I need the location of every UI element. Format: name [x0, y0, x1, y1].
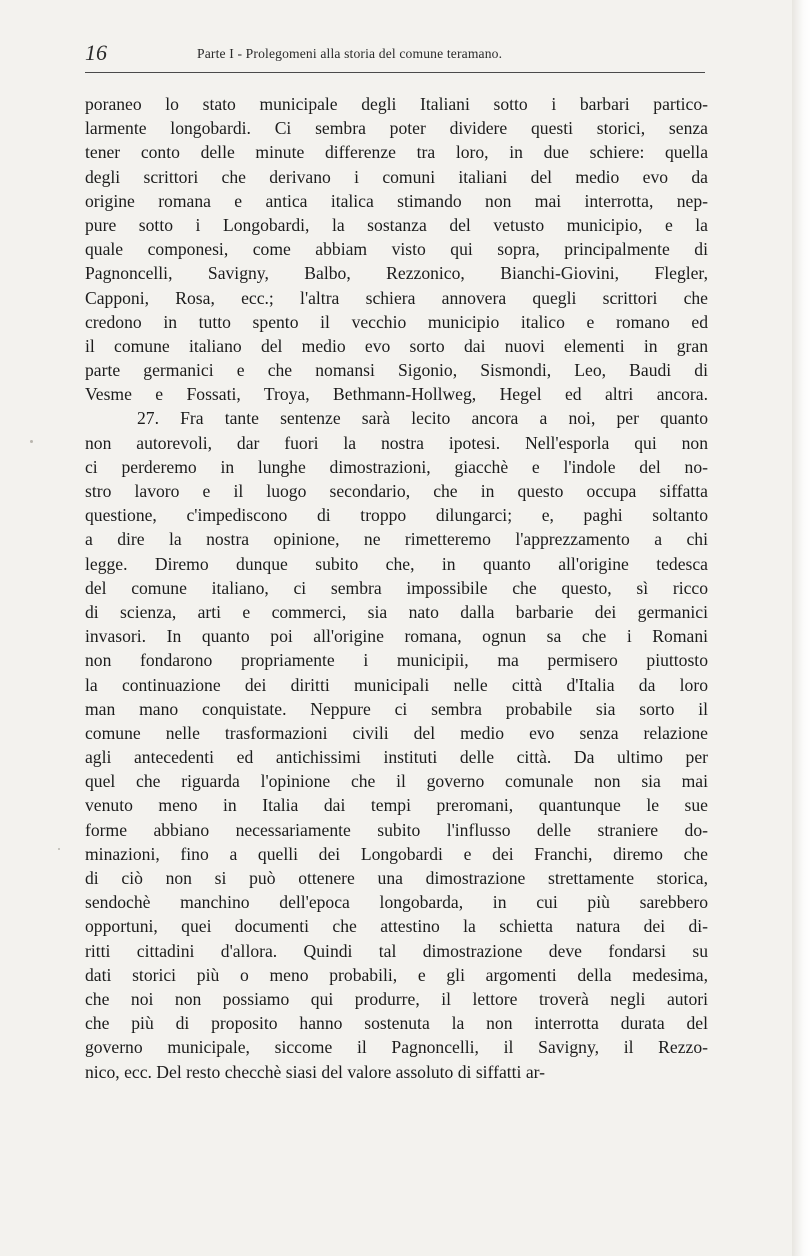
text-line: governo municipale, siccome il Pagnoncelli, il Savigny, il Rezzo- — [85, 1037, 708, 1058]
text-line: non fondarono propriamente i municipii, ma permisero piuttosto — [85, 650, 708, 671]
text-line: venuto meno in Italia dai tempi preromani, quantunque le sue — [85, 795, 708, 816]
text-line: Pagnoncelli, Savigny, Balbo, Rezzonico, Bianchi-Giovini, Flegler, — [85, 263, 708, 284]
text-line: origine romana e antica italica stimando non mai interrotta, nep- — [85, 190, 708, 211]
running-head — [85, 40, 705, 70]
text-line: non autorevoli, dar fuori la nostra ipotesi. Nell'esporla qui non — [85, 432, 708, 453]
text-line: minazioni, fino a quelli dei Longobardi e dei Franchi, diremo che — [85, 843, 708, 864]
text-line: che noi non possiamo qui produrre, il lettore troverà negli autori — [85, 988, 708, 1009]
text-line: agli antecedenti ed antichissimi instituti delle città. Da ultimo per — [85, 747, 708, 768]
text-line: nico, ecc. Del resto checchè siasi del valore assoluto di siffatti ar- — [85, 1061, 546, 1082]
text-line: opportuni, quei documenti che attestino la schietta natura dei di- — [85, 916, 708, 937]
text-line: il comune italiano del medio evo sorto dai nuovi elementi in gran — [85, 335, 708, 356]
running-head-title: Parte I - Prolegomeni alla storia del comune teramano. — [197, 46, 503, 61]
text-line: a dire la nostra opinione, ne rimetteremo l'apprezzamento a chi — [85, 529, 708, 550]
header-rule — [85, 72, 705, 73]
text-line: che più di proposito hanno sostenuta la non interrotta durata del — [85, 1013, 708, 1034]
page-number: 16 — [85, 40, 107, 65]
text-line: credono in tutto spento il vecchio municipio italico e romano ed — [85, 311, 708, 332]
text-line: Capponi, Rosa, ecc.; l'altra schiera annovera quegli scrittori che — [85, 287, 708, 308]
text-line: quale componesi, come abbiam visto qui sopra, principalmente di — [85, 239, 708, 260]
text-line: pure sotto i Longobardi, la sostanza del vetusto municipio, e la — [85, 214, 708, 235]
text-line: man mano conquistate. Neppure ci sembra probabile sia sorto il — [85, 698, 708, 719]
text-line: ci perderemo in lunghe dimostrazioni, giacchè e l'indole del no- — [85, 456, 708, 477]
text-line: invasori. In quanto poi all'origine romana, ognun sa che i Romani — [85, 626, 708, 647]
text-line: ritti cittadini d'allora. Quindi tal dimostrazione deve fondarsi su — [85, 940, 708, 961]
text-line: di ciò non si può ottenere una dimostrazione strettamente storica, — [85, 868, 708, 888]
paper-speck — [58, 848, 60, 850]
text-line: Vesme e Fossati, Troya, Bethmann-Hollweg, Hegel ed altri ancora. — [85, 384, 708, 405]
paper-speck — [30, 440, 33, 443]
text-line: larmente longobardi. Ci sembra poter dividere questi storici, senza — [85, 118, 708, 139]
text-line: forme abbiano necessariamente subito l'influsso delle straniere do- — [85, 819, 708, 840]
text-line: poraneo lo stato municipale degli Italiani sotto i barbari partico- — [85, 94, 708, 114]
text-line: del comune italiano, ci sembra impossibile che questo, sì ricco — [85, 577, 708, 598]
text-line: la continuazione dei diritti municipali nelle città d'Italia da loro — [85, 674, 708, 695]
text-line: sendochè manchino dell'epoca longobarda, in cui più sarebbero — [85, 892, 708, 913]
text-line: questione, c'impediscono di troppo dilungarci; e, paghi soltanto — [85, 505, 708, 526]
text-line: degli scrittori che derivano i comuni italiani del medio evo da — [85, 166, 708, 187]
text-line: quel che riguarda l'opinione che il governo comunale non sia mai — [85, 771, 708, 792]
text-line: 27. Fra tante sentenze sarà lecito ancora a noi, per quanto — [137, 408, 708, 429]
text-line: stro lavoro e il luogo secondario, che in questo occupa siffatta — [85, 481, 708, 501]
text-line: comune nelle trasformazioni civili del medio evo senza relazione — [85, 722, 708, 743]
text-line: parte germanici e che nomansi Sigonio, Sismondi, Leo, Baudi di — [85, 360, 708, 381]
body-text — [85, 92, 708, 1084]
text-line: di scienza, arti e commerci, sia nato dalla barbarie dei germanici — [85, 601, 708, 622]
text-line: legge. Diremo dunque subito che, in quanto all'origine tedesca — [85, 553, 708, 574]
page-edge-shadow — [792, 0, 811, 1256]
text-line: tener conto delle minute differenze tra loro, in due schiere: quella — [85, 142, 708, 163]
text-line: dati storici più o meno probabili, e gli argomenti della medesima, — [85, 964, 708, 985]
